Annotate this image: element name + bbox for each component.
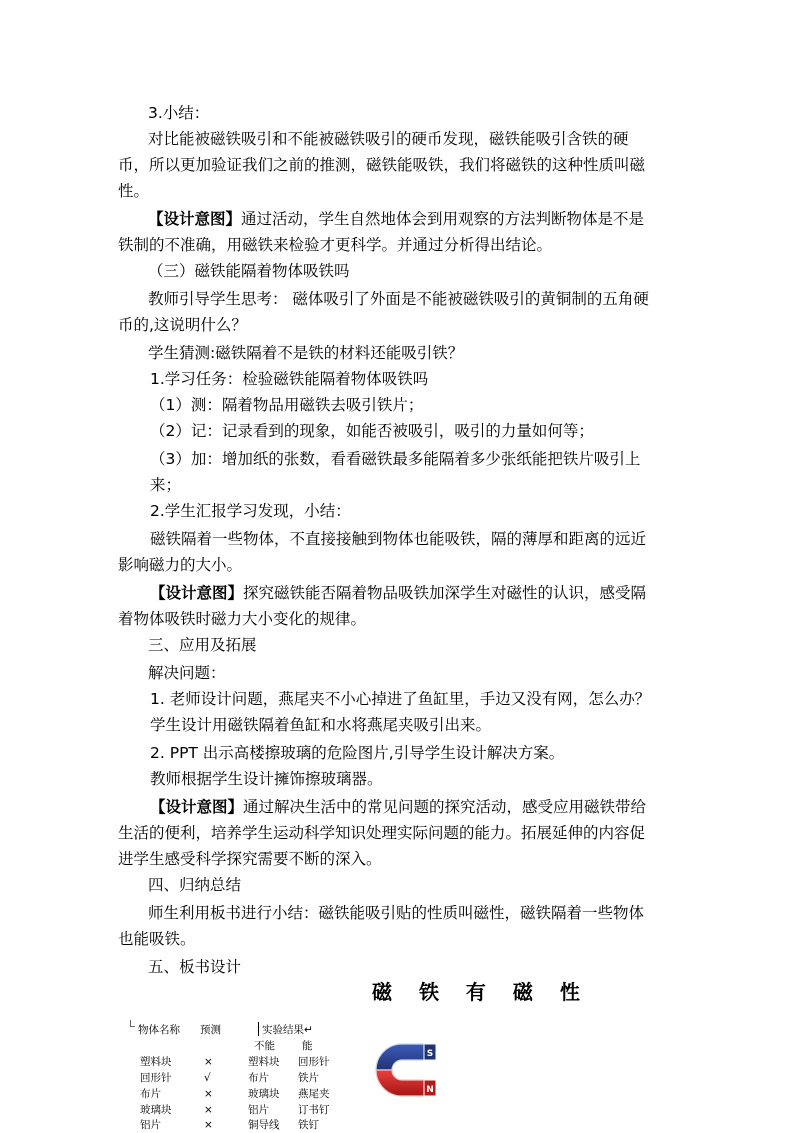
- paragraph-text: 师生利用板书进行小结：磁铁能吸引贴的性质叫磁性，磁铁隔着一些物体: [148, 904, 645, 922]
- row-name: 布片: [140, 1088, 161, 1100]
- paragraph: [148, 286, 649, 312]
- paragraph: [150, 446, 640, 472]
- paragraph-text: 磁铁隔着一些物体，不直接接触到物体也能吸铁，隔的薄厚和距离的远近: [150, 530, 647, 548]
- design-intent-label: 【设计意图】: [150, 798, 244, 816]
- paragraph: [150, 498, 351, 524]
- subheader-cannot: 不能: [254, 1040, 275, 1052]
- paragraph-text: 教师根据学生设计擁饰擦玻璃器。: [150, 770, 383, 788]
- paragraph-text: 进学生感受科学探究需要不断的深入。: [118, 850, 382, 868]
- paragraph: [150, 766, 383, 792]
- paragraph: [148, 900, 644, 926]
- paragraph-text: 1.学习任务：检验磁铁能隔着物体吸铁吗: [150, 370, 429, 388]
- paragraph: [118, 820, 645, 846]
- row-can: 订书钉: [298, 1104, 330, 1116]
- paragraph-text: 探究磁铁能否隔着物品吸铁加深学生对磁性的认识，感受隔: [243, 584, 647, 602]
- paragraph-text: 学生设计用磁铁隔着鱼缸和水将燕尾夹吸引出来。: [150, 716, 492, 734]
- row-name: 塑料块: [140, 1056, 172, 1068]
- paragraph-text: 解决问题：: [148, 664, 226, 682]
- paragraph-text: 2. PPT 出示高楼擦玻璃的危险图片,引导学生设计解决方案。: [150, 744, 565, 762]
- row-predict: ×: [204, 1088, 213, 1100]
- horseshoe-magnet-icon: [372, 1040, 440, 1102]
- header-object-name: 物体名称: [138, 1024, 180, 1036]
- paragraph-text: 币的,这说明什么？: [118, 316, 247, 334]
- south-pole-label: S: [426, 1049, 434, 1059]
- paragraph: [150, 392, 423, 418]
- paragraph: [150, 740, 564, 766]
- paragraph-text: 来；: [150, 476, 182, 494]
- row-cannot: 铜导线: [248, 1119, 280, 1131]
- row-cannot: 玻璃块: [248, 1088, 280, 1100]
- header-prediction: 预测: [200, 1024, 221, 1036]
- section-heading: [148, 258, 350, 284]
- paragraph: [148, 206, 644, 232]
- paragraph: [118, 232, 552, 258]
- paragraph-text: （2）记：记录看到的现象，如能否被吸引，吸引的力量如何等；: [150, 422, 594, 440]
- paragraph: [118, 846, 382, 872]
- paragraph: [118, 926, 196, 952]
- design-intent-label: 【设计意图】: [150, 584, 244, 602]
- paragraph: [118, 606, 366, 632]
- paragraph-text: 对比能被磁铁吸引和不能被磁铁吸引的硬币发现，磁铁能吸引含铁的硬: [148, 130, 629, 148]
- paragraph: [148, 100, 209, 126]
- paragraph: [150, 686, 650, 712]
- paragraph-text: 也能吸铁。: [118, 930, 196, 948]
- row-can: 燕尾夹: [298, 1088, 330, 1100]
- paragraph-text: 生活的便利，培养学生运动科学知识处理实际问题的能力。拓展延伸的内容促: [118, 824, 646, 842]
- row-predict: ×: [204, 1056, 213, 1068]
- row-cannot: 铝片: [248, 1104, 269, 1116]
- paragraph: [118, 178, 149, 204]
- paragraph: [150, 712, 491, 738]
- paragraph: [150, 366, 428, 392]
- paragraph-text: 通过活动，学生自然地体会到用观察的方法判断物体是不是: [241, 210, 645, 228]
- row-predict: ×: [204, 1119, 213, 1131]
- paragraph-text: 学生猜测:磁铁隔着不是铁的材料还能吸引铁？: [148, 344, 464, 362]
- paragraph: [148, 340, 463, 366]
- section-heading: [148, 872, 241, 898]
- paragraph: [150, 472, 181, 498]
- subheader-can: 能: [302, 1040, 313, 1052]
- row-can: 回形针: [298, 1056, 330, 1068]
- row-cannot: 布片: [248, 1072, 269, 1084]
- paragraph: [148, 126, 629, 152]
- row-predict: ×: [204, 1104, 213, 1116]
- header-result: 实验结果↵: [262, 1024, 313, 1036]
- row-can: 铁片: [298, 1072, 319, 1084]
- paragraph: [118, 152, 645, 178]
- paragraph: [150, 526, 646, 552]
- paragraph-text: （3）加：增加纸的张数，看看磁铁最多能隔着多少张纸能把铁片吸引上: [150, 450, 641, 468]
- row-name: 回形针: [140, 1072, 172, 1084]
- paragraph-text: 通过解决生活中的常见问题的探究活动，感受应用磁铁带给: [243, 798, 647, 816]
- section-heading: [148, 632, 257, 658]
- paragraph: [118, 552, 242, 578]
- paragraph-text: （三）磁铁能隔着物体吸铁吗: [148, 262, 350, 280]
- paragraph-text: 3.小结：: [148, 104, 210, 122]
- paragraph-text: 五、板书设计: [148, 958, 242, 976]
- paragraph: [148, 660, 226, 686]
- paragraph-text: 教师引导学生思考： 磁体吸引了外面是不能被磁铁吸引的黄铜制的五角硬: [148, 290, 649, 308]
- row-name: 铝片: [140, 1119, 161, 1131]
- paragraph-text: （1）测：隔着物品用磁铁去吸引铁片；: [150, 396, 424, 414]
- north-pole-label: N: [426, 1085, 434, 1095]
- paragraph-text: 2.学生汇报学习发现，小结：: [150, 502, 351, 520]
- row-can: 铁钉: [298, 1119, 319, 1131]
- paragraph: [150, 580, 646, 606]
- board-title: 磁 铁 有 磁 性: [372, 980, 590, 1004]
- row-cannot: 塑料块: [248, 1056, 280, 1068]
- paragraph-text: 影响磁力的大小。: [118, 556, 243, 574]
- result-column-divider: [258, 1022, 259, 1036]
- row-name: 玻璃块: [140, 1104, 172, 1116]
- paragraph-text: 三、应用及拓展: [148, 636, 257, 654]
- board-header-mark: [130, 1020, 135, 1027]
- paragraph-text: 着物体吸铁时磁力大小变化的规律。: [118, 610, 367, 628]
- paragraph-text: 铁制的不准确，用磁铁来检验才更科学。并通过分析得出结论。: [118, 236, 553, 254]
- design-intent-label: 【设计意图】: [148, 210, 242, 228]
- row-predict: √: [204, 1072, 211, 1084]
- paragraph: [118, 312, 247, 338]
- paragraph-text: 1. 老师设计问题，燕尾夹不小心掉进了鱼缸里，手边又没有网，怎么办？: [150, 690, 651, 708]
- paragraph: [150, 418, 594, 444]
- paragraph: [150, 794, 646, 820]
- paragraph-text: 币，所以更加验证我们之前的推测，磁铁能吸铁，我们将磁铁的这种性质叫磁: [118, 156, 646, 174]
- paragraph-text: 性。: [118, 182, 150, 200]
- section-heading: [148, 954, 241, 980]
- paragraph-text: 四、归纳总结: [148, 876, 242, 894]
